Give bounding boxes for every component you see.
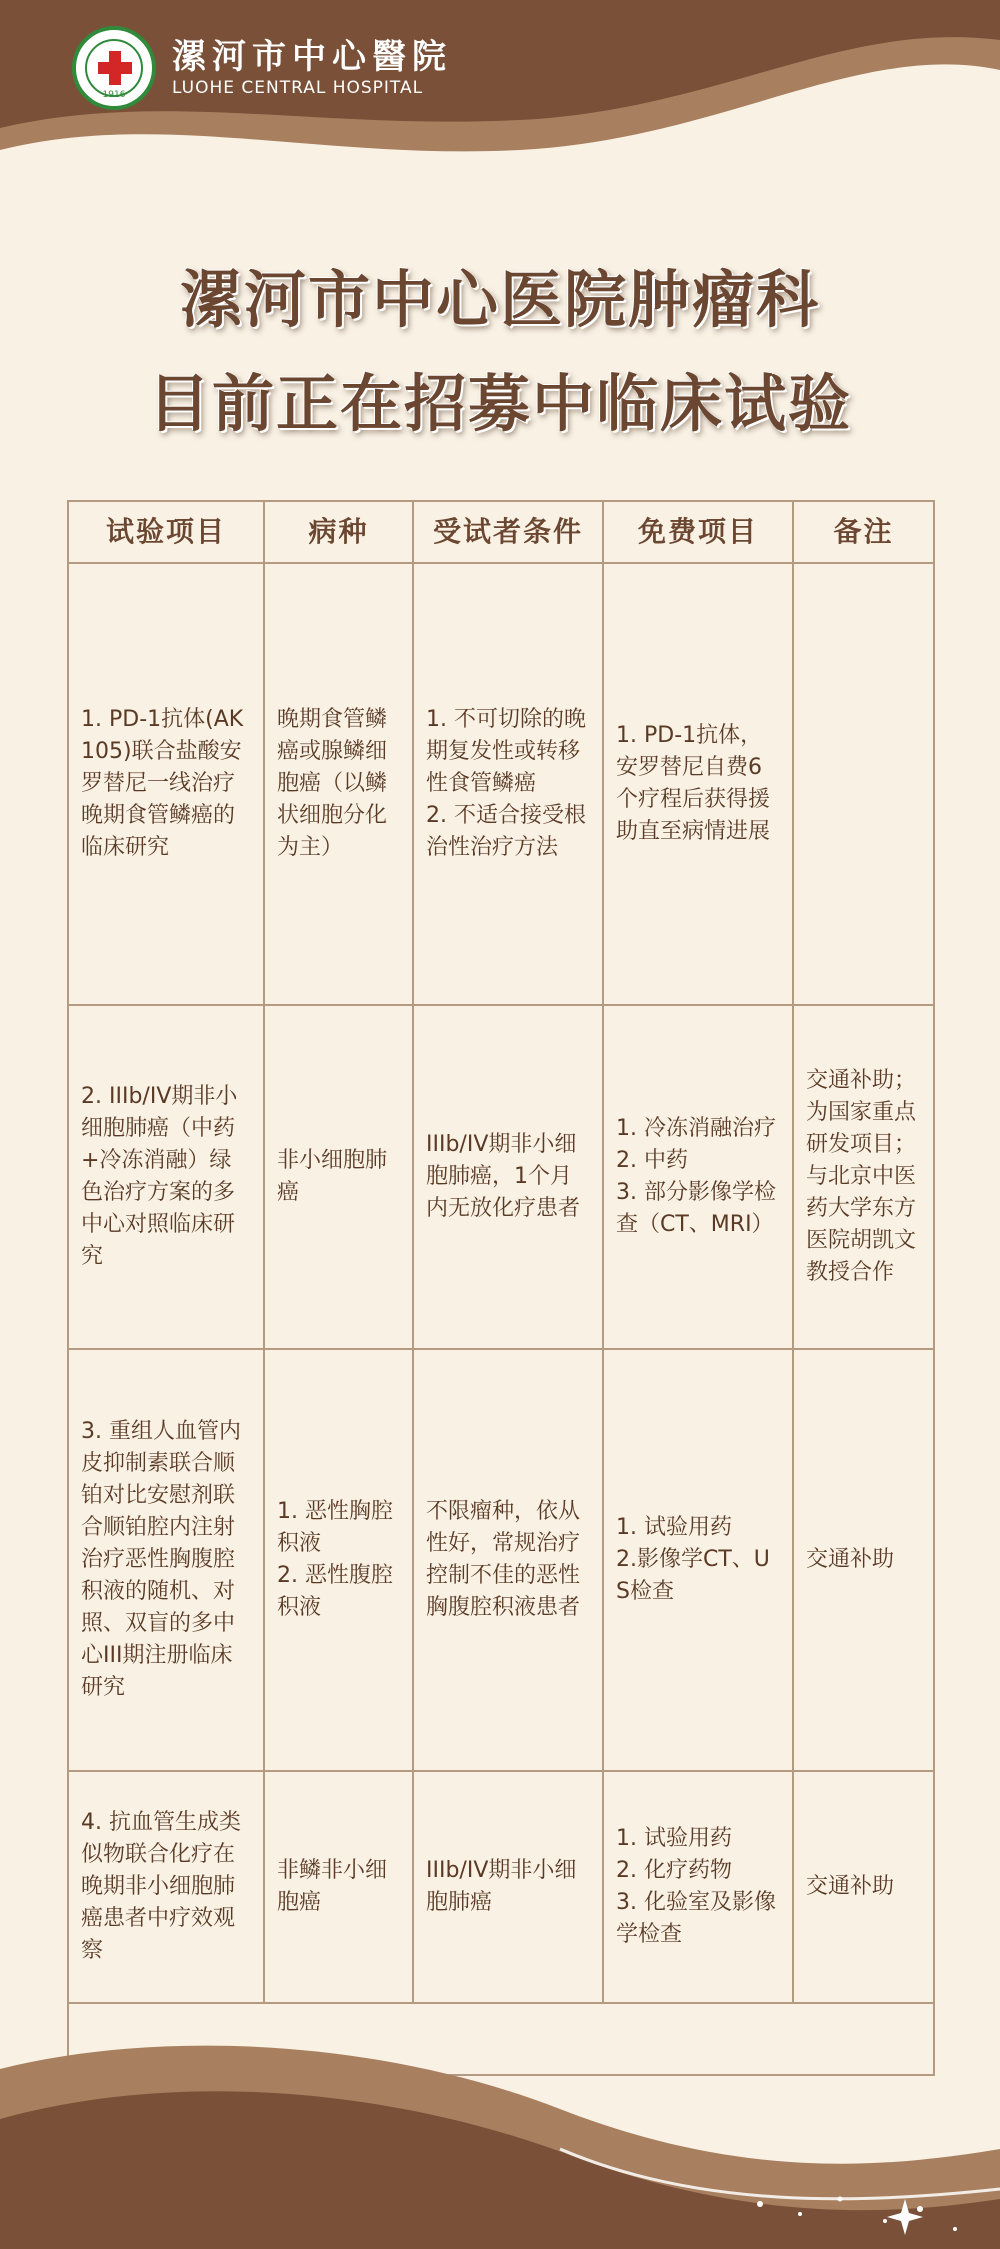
logo-year: 1916 xyxy=(102,90,126,100)
page-title-line-2: 目前正在招募中临床试验 xyxy=(147,367,852,440)
cell-free-items: 1. PD-1抗体，安罗替尼自费6个疗程后获得援助直至病情进展 xyxy=(603,563,793,1005)
cell-disease: 非鳞非小细胞癌 xyxy=(264,1771,413,2003)
cell-project: 3. 重组人血管内皮抑制素联合顺铂对比安慰剂联合顺铂腔内注射治疗恶性胸腹腔积液的随机、对照、双盲的多中心III期注册临床研究 xyxy=(68,1349,264,1771)
hospital-name-en: LUOHE CENTRAL HOSPITAL xyxy=(172,78,424,98)
header-conditions: 受试者条件 xyxy=(413,501,603,563)
hospital-emblem-icon xyxy=(72,26,156,110)
cell-disease: 非小细胞肺癌 xyxy=(264,1005,413,1349)
table-row xyxy=(68,1771,934,2003)
cell-disease: 1. 恶性胸腔积液 2. 恶性腹腔积液 xyxy=(264,1349,413,1771)
cell-project: 1. PD-1抗体(AK105)联合盐酸安罗替尼一线治疗晚期食管鳞癌的临床研究 xyxy=(68,563,264,1005)
page-title-line-1: 漯河市中心医院肿瘤科 xyxy=(179,263,820,336)
header-free-items: 免费项目 xyxy=(603,501,793,563)
cell-disease: 晚期食管鳞癌或腺鳞细胞癌（以鳞状细胞分化为主） xyxy=(264,563,413,1005)
cell-free-items: 1. 试验用药 2.影像学CT、US检查 xyxy=(603,1349,793,1771)
clinical-trials-table xyxy=(67,500,935,2076)
header-project: 试验项目 xyxy=(68,501,264,563)
cell-project: 2. IIIb/IV期非小细胞肺癌（中药+冷冻消融）绿色治疗方案的多中心对照临床研究 xyxy=(68,1005,264,1349)
footer-wave-decoration xyxy=(0,1999,1000,2249)
cell-conditions: IIIb/IV期非小细胞肺癌，1个月内无放化疗患者 xyxy=(413,1005,603,1349)
cell-remarks: 交通补助；为国家重点研发项目；与北京中医药大学东方医院胡凯文教授合作 xyxy=(793,1005,934,1349)
cell-project: 4. 抗血管生成类似物联合化疗在晚期非小细胞肺癌患者中疗效观察 xyxy=(68,1771,264,2003)
table-row xyxy=(68,1005,934,1349)
cell-remarks: 交通补助 xyxy=(793,1349,934,1771)
cell-conditions: 不限瘤种，依从性好，常规治疗控制不佳的恶性胸腹腔积液患者 xyxy=(413,1349,603,1771)
hospital-name-cn: 漯河市中心醫院 xyxy=(172,37,452,77)
table-header-row xyxy=(68,501,934,563)
table-row xyxy=(68,1349,934,1771)
header-remarks: 备注 xyxy=(793,501,934,563)
cell-free-items: 1. 试验用药 2. 化疗药物 3. 化验室及影像学检查 xyxy=(603,1771,793,2003)
cell-remarks: 交通补助 xyxy=(793,1771,934,2003)
cell-conditions: IIIb/IV期非小细胞肺癌 xyxy=(413,1771,603,2003)
header-disease: 病种 xyxy=(264,501,413,563)
table-row xyxy=(68,563,934,1005)
hospital-logo xyxy=(72,26,452,110)
cell-remarks xyxy=(793,563,934,1005)
cell-conditions: 1. 不可切除的晚期复发性或转移性食管鳞癌 2. 不适合接受根治性治疗方法 xyxy=(413,563,603,1005)
cell-free-items: 1. 冷冻消融治疗 2. 中药 3. 部分影像学检查（CT、MRI） xyxy=(603,1005,793,1349)
